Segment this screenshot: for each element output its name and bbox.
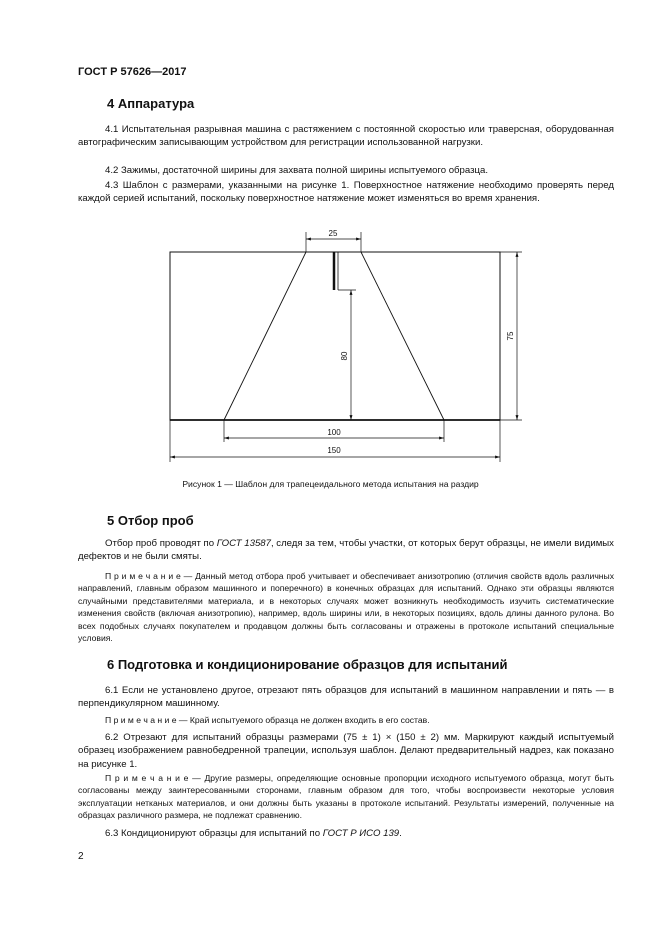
paragraph-5-1-text-b: , следя за тем, чтобы участки, от которых берут образцы, не имели видимых дефектов и не были смяты. xyxy=(78,538,614,563)
dim-label-80: 80 xyxy=(340,351,349,361)
note-label: П р и м е ч а н и е xyxy=(105,715,177,725)
note-6-2 xyxy=(78,772,614,822)
paragraph-6-1: 6.1 Если не установлено другое, отрезают пять образцов для испытаний в машинном направлении и пять — в перпендикулярном машинному. xyxy=(78,685,614,710)
note-label: П р и м е ч а н и е xyxy=(105,773,189,783)
note-text: — Другие размеры, определяющие основные пропорции исходного испытуемого образца, могут быть согласованы между заинтересованными сторонами, главным образом для того, чтобы воспроизвести некоторые условия эксплуатации нетканых материалов, и они должны быть указаны в протоколе испытаний. Результаты измерений, полученные на образцах различного размера, не подлежат сравнению. xyxy=(78,773,614,821)
paragraph-6-2: 6.2 Отрезают для испытаний образцы размерами (75 ± 1) × (150 ± 2) мм. Маркируют каждый испытуемый образец изображением равнобедренной трапеции, используя шаблон. Делают предварительный надрез, как показано на рисунке 1. xyxy=(78,732,614,770)
dimension-right xyxy=(500,252,522,420)
dimension-bottom-outer xyxy=(170,420,500,462)
note-label: П р и м е ч а н и е xyxy=(105,571,181,581)
paragraph-6-3 xyxy=(78,827,614,840)
paragraph-4-3: 4.3 Шаблон с размерами, указанными на рисунке 1. Поверхностное натяжение необходимо проверять перед каждой серией испытаний, поскольку поверхностное натяжение может изменяться во время хранения. xyxy=(78,180,614,205)
figure-caption: Рисунок 1 — Шаблон для трапецеидального метода испытания на раздир xyxy=(182,479,479,489)
reference-gost-13587: ГОСТ 13587 xyxy=(216,538,271,549)
paragraph-4-1: 4.1 Испытательная разрывная машина с растяжением с постоянной скоростью или траверсная, оборудованная автографическим записывающим устройством для регистрации использованной нагрузки. xyxy=(78,124,614,149)
template-figure xyxy=(160,222,530,467)
note-text: — Край испытуемого образца не должен входить в его состав. xyxy=(176,715,430,725)
dimension-top xyxy=(306,229,361,252)
document-header: ГОСТ Р 57626—2017 xyxy=(78,66,187,78)
paragraph-5-1 xyxy=(78,537,614,564)
dim-label-150: 150 xyxy=(327,446,341,455)
dim-label-100: 100 xyxy=(327,428,341,437)
note-6-1 xyxy=(78,714,614,726)
section-5-title: 5 Отбор проб xyxy=(107,513,194,528)
dimension-bottom-inner xyxy=(224,420,444,442)
cut-slit xyxy=(334,252,338,290)
note-5 xyxy=(78,570,614,644)
dim-label-75: 75 xyxy=(506,331,515,341)
section-6-title: 6 Подготовка и кондиционирование образцов для испытаний xyxy=(107,657,508,672)
paragraph-5-1-text-a: Отбор проб проводят по xyxy=(105,538,217,549)
reference-gost-r-iso-139: ГОСТ Р ИСО 139 xyxy=(322,828,400,839)
dimension-center xyxy=(338,290,356,420)
dim-label-25: 25 xyxy=(328,229,338,238)
note-text: — Данный метод отбора проб учитывает и обеспечивает анизотропию (отличия свойств вдоль различных направлений, главным образом машинного и поперечного) в конечных образцах для испытаний. Однако эти образцы являются случайными представителями материала, и в некоторых случаях может возникнуть необходимость изучить систематические изменения свойств (включая анизотропию), например, вдоль ширины или, в некоторых позициях, вдоль длины данного рулона. Во всех подобных случаях покупателем и продавцом должны быть согласованы и отражены в протоколе испытаний специальные условия. xyxy=(78,571,615,644)
page-number: 2 xyxy=(78,851,84,862)
paragraph-6-3-text-a: 6.3 Кондиционируют образцы для испытаний по xyxy=(105,828,323,839)
section-4-title: 4 Аппаратура xyxy=(107,96,195,111)
paragraph-6-3-text-b: . xyxy=(399,828,402,839)
paragraph-4-2: 4.2 Зажимы, достаточной ширины для захвата полной ширины испытуемого образца. xyxy=(105,165,489,176)
